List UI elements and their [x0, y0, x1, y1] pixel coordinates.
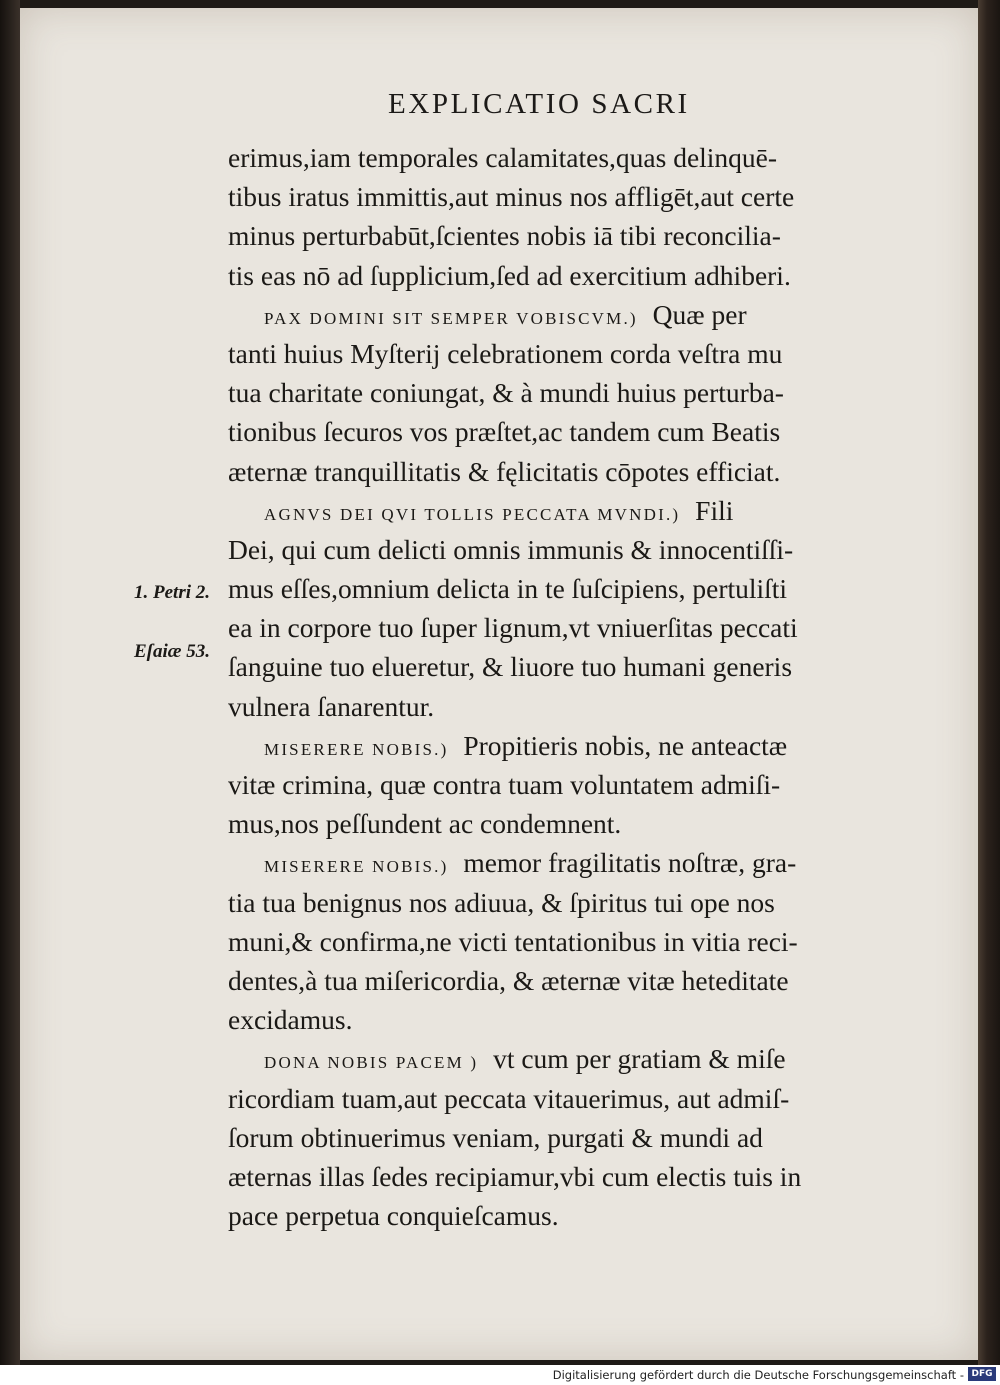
running-head: EXPLICATIO SACRI	[388, 88, 690, 120]
left-binding-edge	[0, 0, 20, 1365]
paragraph-dona-first-line	[228, 1039, 918, 1078]
text-line: ſorum obtinuerimus veniam, purgati & mundi ad	[228, 1121, 763, 1153]
text-line: muni,& confirma,ne victi tentationibus in vitia reci-	[228, 925, 798, 957]
text-line: ea in corpore tuo ſuper lignum,vt vniuerſitas peccati	[228, 612, 798, 644]
text-line: excidamus.	[228, 1004, 353, 1036]
lemma-dona: DONA NOBIS PACEM )	[264, 1053, 479, 1073]
paragraph-agnus-first-line	[228, 491, 918, 530]
lemma-pax: PAX DOMINI SIT SEMPER VOBISCVM.)	[264, 308, 638, 328]
footer-bar	[0, 1365, 1000, 1385]
text-line: ricordiam tuam,aut peccata vitauerimus, aut admiſ-	[228, 1082, 790, 1114]
main-text	[228, 138, 918, 1235]
footer-credit: Digitalisierung gefördert durch die Deutsche Forschungsgemeinschaft -	[552, 1368, 964, 1382]
margin-note-petri: 1. Petri 2.	[134, 582, 210, 603]
right-book-edge	[978, 0, 1000, 1365]
text-run: vt cum per gratiam & miſe	[493, 1043, 786, 1075]
text-line: tionibus ſecuros vos præſtet,ac tandem cum Beatis	[228, 416, 781, 448]
text-line: ſanguine tuo elueretur, & liuore tuo humani generis	[228, 651, 793, 683]
text-line: tua charitate coniungat, & à mundi huius perturba-	[228, 377, 784, 409]
text-line: erimus,iam temporales calamitates,quas delinquē-	[228, 142, 778, 173]
text-line: minus perturbabūt,ſcientes nobis iā tibi reconcilia-	[228, 220, 781, 252]
text-run: Propitieris nobis, ne anteactæ	[463, 729, 788, 761]
text-line: vulnera ſanarentur.	[228, 690, 435, 722]
text-line: æternæ tranquillitatis & fęlicitatis cōpotes efficiat.	[228, 455, 781, 487]
text-line: æternas illas ſedes recipiamur,vbi cum electis tuis in	[228, 1160, 802, 1192]
lemma-agnus: AGNVS DEI QVI TOLLIS PECCATA MVNDI.)	[264, 504, 681, 524]
text-line: Dei, qui cum delicti omnis immunis & innocentiſſi-	[228, 533, 794, 565]
paragraph-pax-first-line	[228, 295, 918, 334]
lemma-miserere: MISERERE NOBIS.)	[264, 739, 449, 759]
text-line: tis eas nō ad ſupplicium,ſed ad exercitium adhiberi.	[228, 259, 791, 291]
text-line: mus eſſes,omnium delicta in te ſuſcipiens, pertuliſti	[228, 573, 788, 605]
text-run: Fili	[695, 494, 734, 526]
dfg-logo: DFG	[968, 1367, 996, 1381]
margin-note-esaiae: Eſaiæ 53.	[134, 641, 210, 662]
text-run: Quæ per	[652, 298, 747, 330]
text-line: mus,nos peſſundent ac condemnent.	[228, 808, 622, 840]
text-line: tibus iratus immittis,aut minus nos affligēt,aut certe	[228, 181, 795, 213]
text-line: dentes,à tua miſericordia, & æternæ vitæ heteditate	[228, 964, 789, 996]
paragraph-miserere-first-line	[228, 726, 918, 765]
text-line: vitæ crimina, quæ contra tuam voluntatem admiſi-	[228, 769, 781, 800]
text-line: tia tua benignus nos adiuua, & ſpiritus tui ope nos	[228, 886, 775, 918]
lemma-miserere: MISERERE NOBIS.)	[264, 857, 449, 877]
text-line: pace perpetua conquieſcamus.	[228, 1200, 559, 1232]
text-run: memor fragilitatis noſtræ, gra-	[463, 847, 797, 879]
text-line: tanti huius Myſterij celebrationem corda veſtra mu	[228, 337, 783, 369]
paragraph-miserere-second-first-line	[228, 843, 918, 882]
